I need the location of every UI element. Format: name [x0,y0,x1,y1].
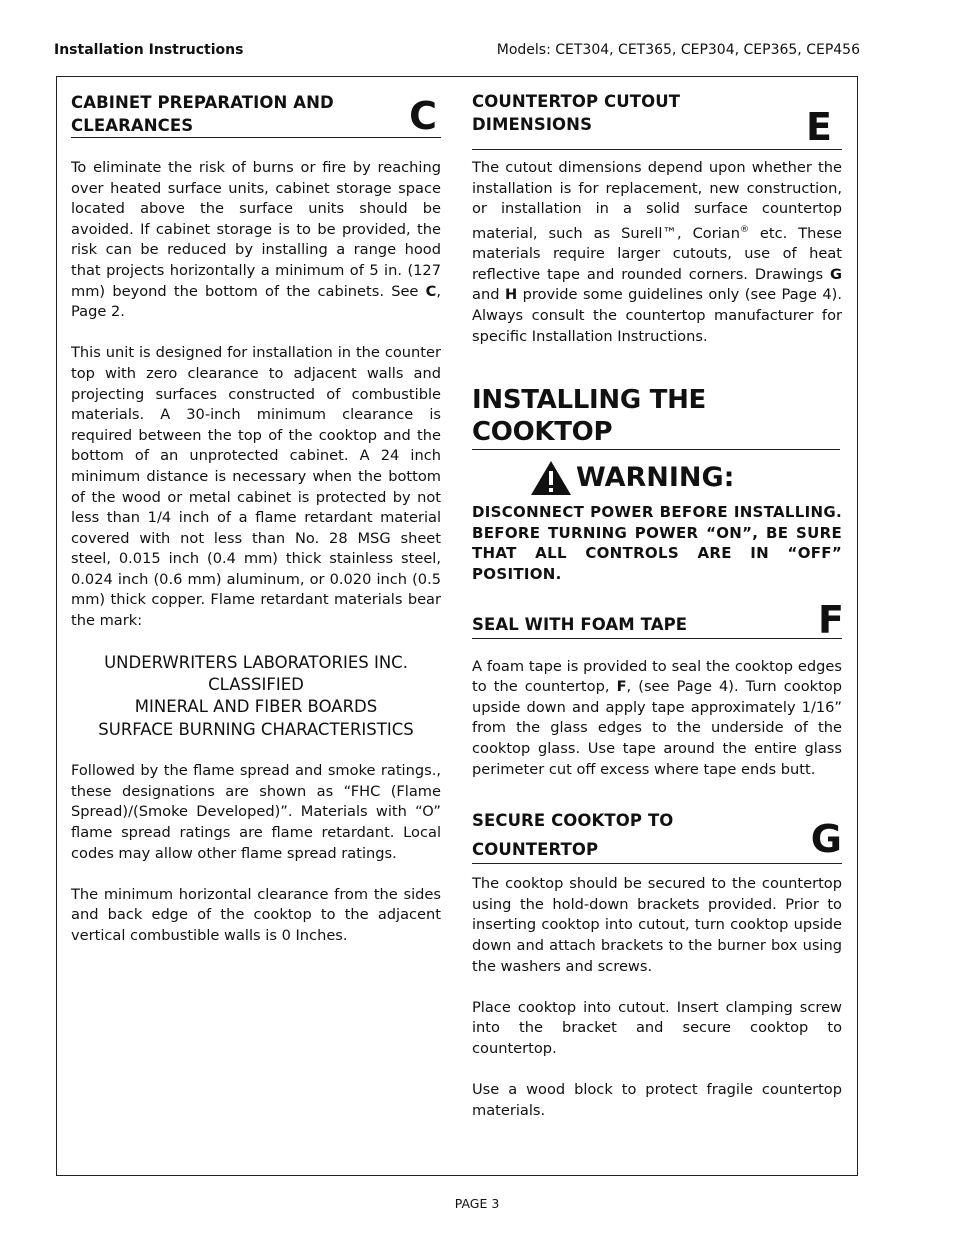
clamping-screw-paragraph: Place cooktop into cutout. Insert clamping screw into the bracket and secure cooktop to countertop. [472,998,842,1057]
page-number: PAGE 3 [454,1196,500,1211]
ul-mark-line: CLASSIFIED [208,675,304,695]
registered-mark: ® [739,224,749,235]
section-g-heading [472,806,842,864]
left-column [71,77,441,947]
section-e-heading [472,90,842,150]
horizontal-clearance-paragraph: The minimum horizontal clearance from the sides and back edge of the cooktop to the adjacent vertical combustible walls is 0 Inches. [71,885,441,945]
secure-cooktop-paragraph: The cooktop should be secured to the countertop using the hold-down brackets provided. Prior to inserting cooktop into cutout, turn cooktop upside down and attach brackets to the burner box using the washers and screws. [472,875,842,975]
section-g-title: SECURE COOKTOP TO COUNTERTOP [472,811,674,860]
section-f-heading [472,597,844,642]
right-column [472,77,842,1121]
ul-mark-line: UNDERWRITERS LABORATORIES INC. [104,652,408,672]
ref-drawing-g: G [830,265,842,283]
section-g-letter: G [810,817,842,862]
ul-mark-line: MINERAL AND FIBER BOARDS [134,697,378,717]
foam-tape-paragraph: A foam tape is provided to seal the cooktop edges to the countertop, F, (see Page 4). Turn cooktop upside down and apply tape approximately 1/16” from the glass edges to the underside of the cooktop glass. Use tape around the entire glass perimeter cut off excess where tape ends butt. [472,657,842,778]
installing-cooktop-title: INSTALLING THE COOKTOP [472,384,840,450]
section-e-letter: E [806,105,832,149]
warning-row [472,456,842,502]
content-frame [56,76,858,1176]
warning-label: WARNING: [576,462,735,494]
cabinet-storage-paragraph: To eliminate the risk of burns or fire by reaching over heated surface units, cabinet storage space located above the surface units should be avoided. If cabinet storage is to be provided, the risk can be reduced by installing a range hood that projects horizontally a minimum of 5 in. (127 mm) beyond the bottom of the cabinets. See C, Page 2. [71,159,441,321]
header-left: Installation Instructions [54,42,244,58]
section-c-letter: C [409,94,437,138]
ref-drawing-h: H [504,286,518,304]
ref-drawing-c: C [425,282,437,300]
flame-spread-paragraph: Followed by the flame spread and smoke ratings., these designations are shown as “FHC (Flame Spread)/(Smoke Developed)”. Materials with “O” flame spread ratings are flame retardant. Local codes may allow other flame spread ratings. [71,762,441,862]
ref-drawing-f: F [616,678,627,696]
section-f-title: SEAL WITH FOAM TAPE [472,614,688,634]
ul-mark-block [71,652,441,742]
ul-mark-line: SURFACE BURNING CHARACTERISTICS [98,719,414,739]
section-c-title: CABINET PREPARATION AND CLEARANCES [71,93,334,135]
cutout-dimensions-paragraph: The cutout dimensions depend upon whether the installation is for replacement, new construction, or installation in a solid surface countertop material, such as Surell™, Corian® etc. These materials require larger cutouts, use of heat reflective tape and rounded corners. Drawings G and H provide some guidelines only (see Page 4). Always consult the countertop manufacturer for specific Installation Instructions. [472,159,842,345]
wood-block-paragraph: Use a wood block to protect fragile countertop materials. [472,1081,842,1119]
warning-text: DISCONNECT POWER BEFORE INSTALLING. BEFORE TURNING POWER “ON”, BE SURE THAT ALL CONTROLS ARE IN “OFF” POSITION. [472,503,842,583]
warning-triangle-icon [530,460,572,496]
section-e-title: COUNTERTOP CUTOUT DIMENSIONS [472,92,681,134]
clearance-paragraph: This unit is designed for installation in the counter top with zero clearance to adjacent walls and projecting surfaces constructed of combustible materials. A 30-inch minimum clearance is required between the top of the cooktop and the bottom of an unprotected cabinet. A 24 inch minimum distance is necessary when the bottom of the wood or metal cabinet is protected by not less than 1/4 inch of a flame retardant material covered with not less than No. 28 MSG sheet steel, 0.015 inch (0.4 mm) thick stainless steel, 0.024 inch (0.6 mm) aluminum, or 0.020 inch (0.5 mm) thick copper. Flame retardant materials bear the mark: [71,344,441,630]
section-f-letter: F [818,597,844,642]
header-models: Models: CET304, CET365, CEP304, CEP365, CEP456 [496,42,860,58]
section-c-heading [71,91,441,138]
